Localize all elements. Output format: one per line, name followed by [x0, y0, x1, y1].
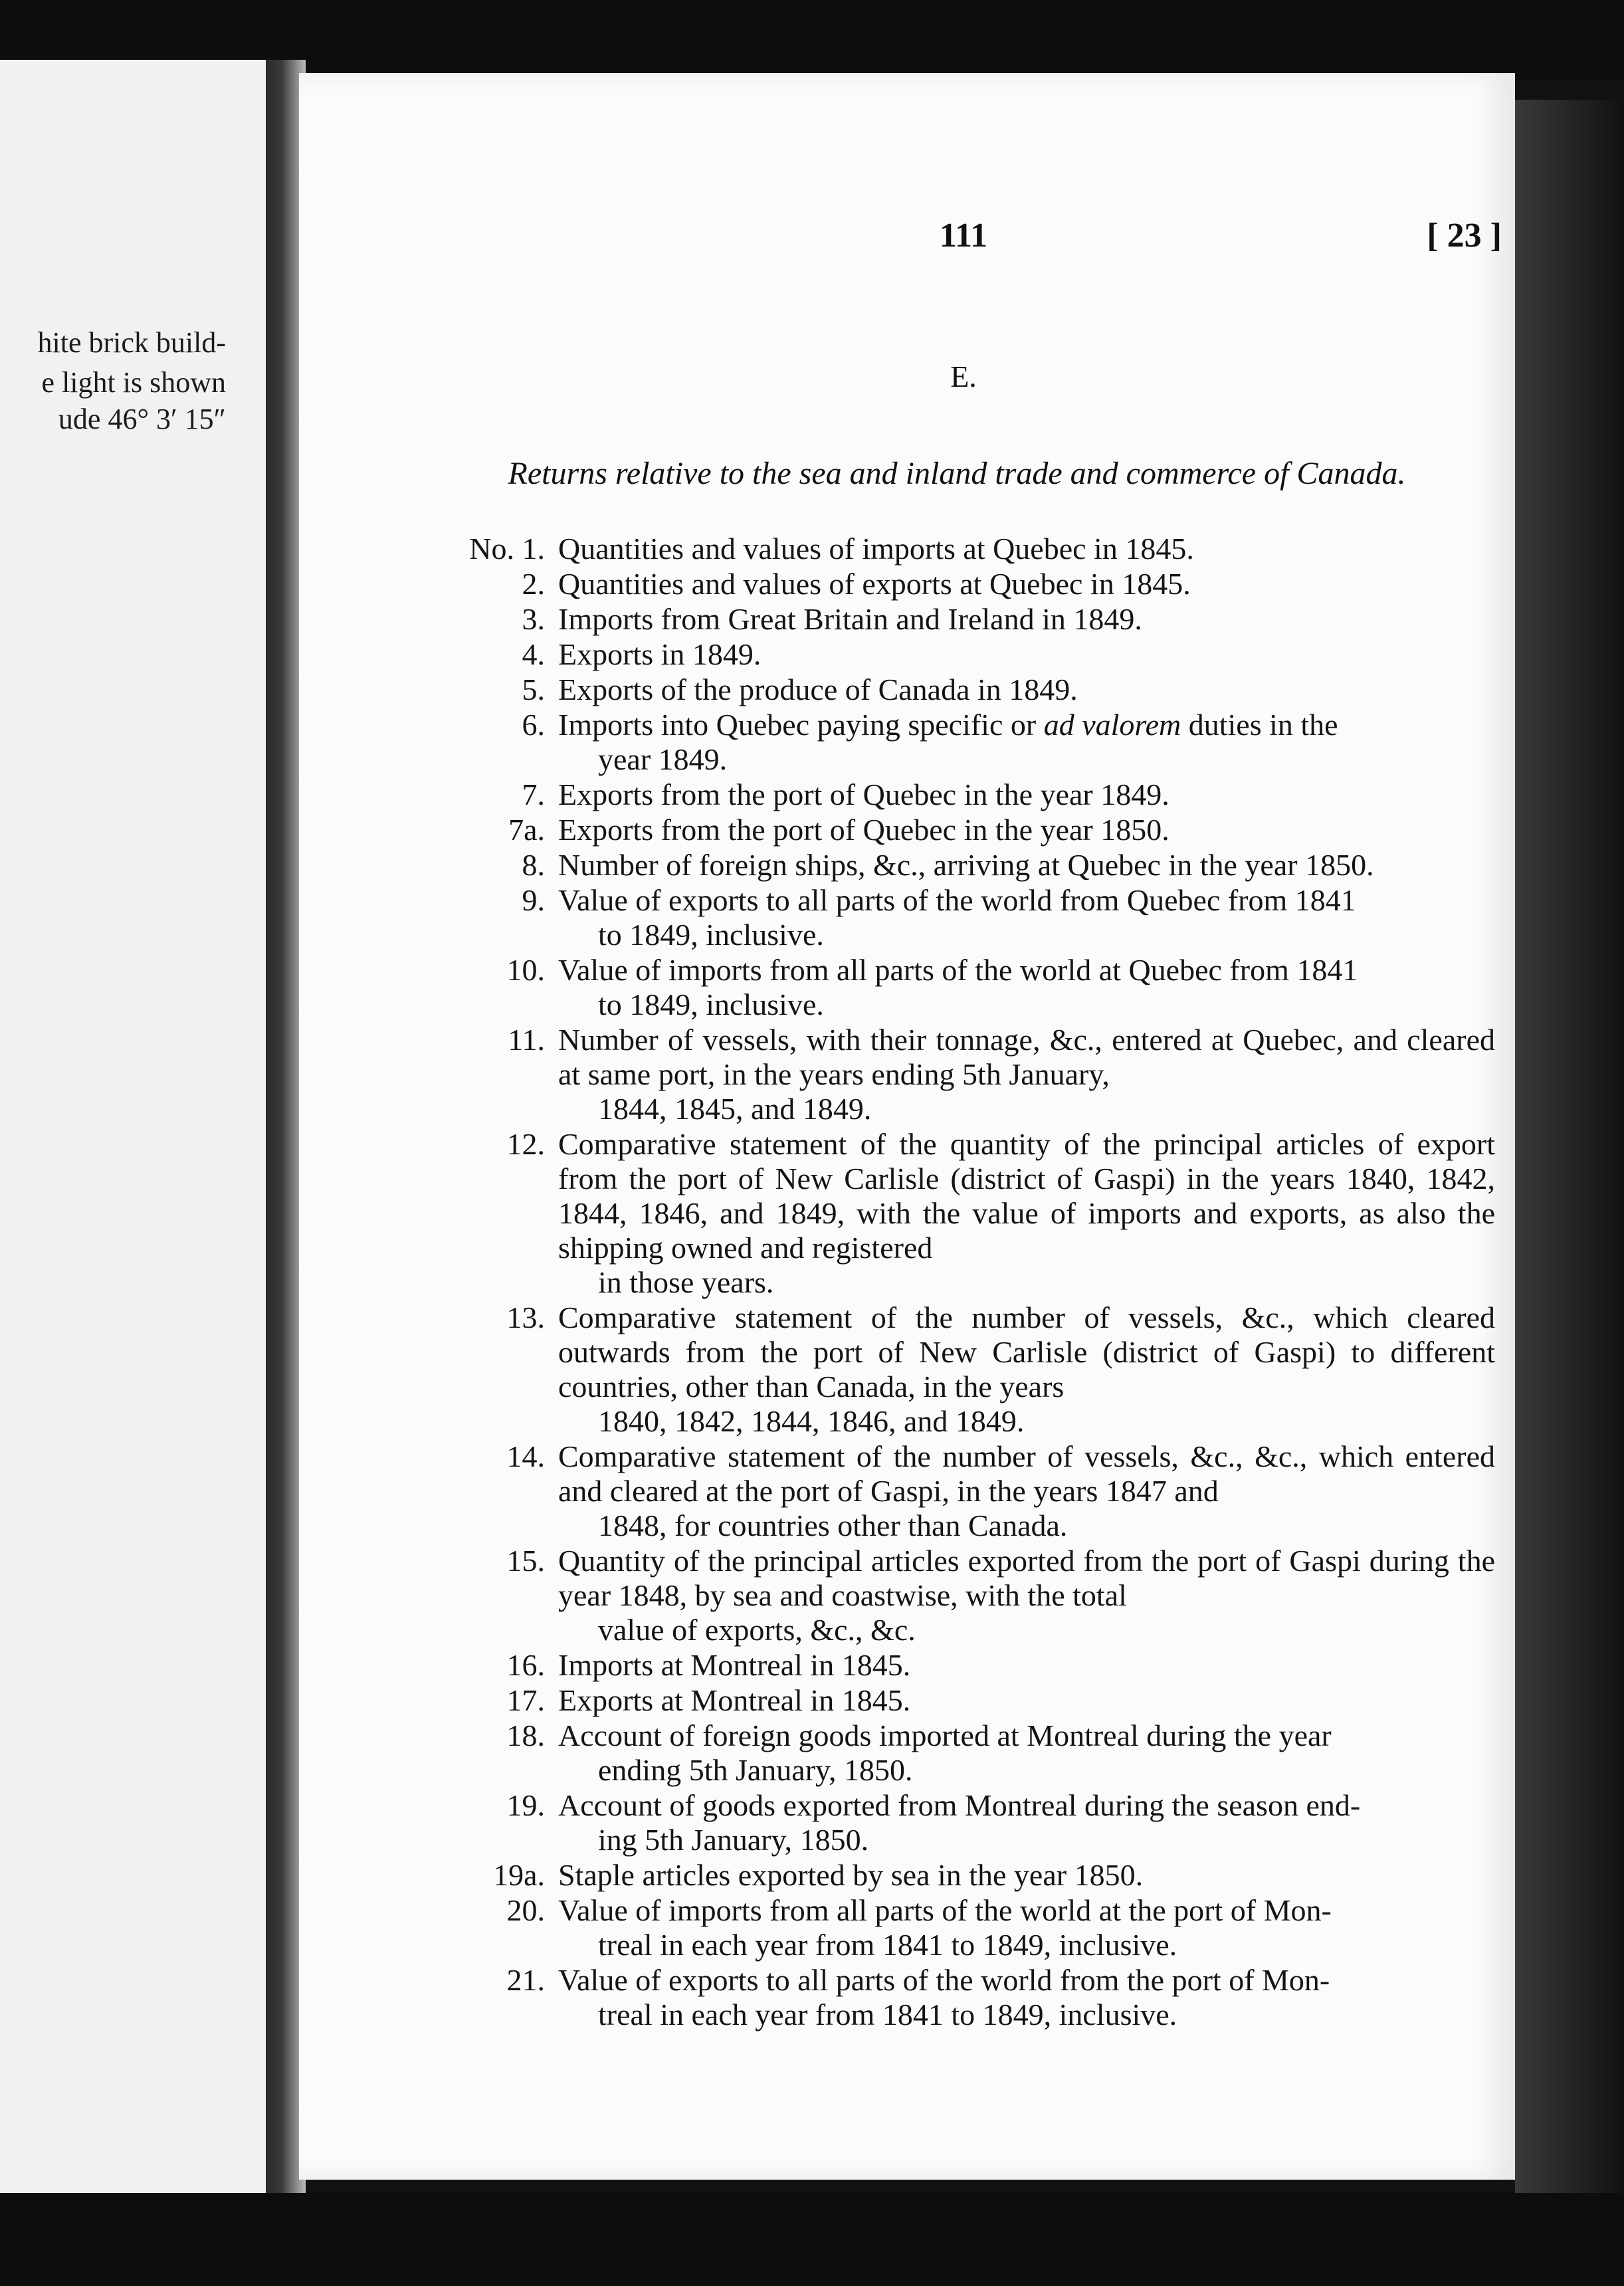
list-item — [379, 1718, 1495, 1788]
item-text-line: Account of foreign goods imported at Montreal during the year — [558, 1718, 1332, 1752]
item-text-continuation: 1848, for countries other than Canada. — [598, 1508, 1068, 1542]
list-item — [379, 778, 1495, 812]
item-text — [558, 532, 1495, 566]
previous-page-line: e light is shown — [41, 366, 226, 399]
item-number: 5. — [522, 673, 545, 706]
item-text — [558, 813, 1495, 847]
item-number: 9. — [522, 883, 545, 917]
item-text — [558, 848, 1495, 883]
item-number: 4. — [522, 637, 545, 671]
list-item — [379, 567, 1495, 601]
item-text-line: Imports from Great Britain and Ireland in 1849. — [558, 602, 1142, 636]
item-text — [558, 1648, 1495, 1683]
item-text — [558, 1439, 1495, 1543]
item-number: 16. — [506, 1648, 545, 1682]
item-text-line: Number of vessels, with their tonnage, &c., entered at Quebec, and cleared at same port, in the years ending 5th January, — [558, 1023, 1495, 1091]
item-text-continuation: treal in each year from 1841 to 1849, inclusive. — [598, 1928, 1177, 1962]
item-text-line: Staple articles exported by sea in the year 1850. — [558, 1858, 1144, 1892]
page-right-shadow — [1515, 100, 1624, 2193]
list-item — [379, 813, 1495, 847]
item-text-line: Value of imports from all parts of the world at Quebec from 1841 — [558, 953, 1358, 987]
item-text-line: Exports from the port of Quebec in the year 1850. — [558, 813, 1169, 847]
item-text — [558, 1544, 1495, 1647]
item-text — [558, 1963, 1495, 2032]
list-item — [379, 673, 1495, 707]
item-text-line: Comparative statement of the number of vessels, &c., &c., which entered and cleared at the port of Gaspi, in the years 1847 and — [558, 1439, 1495, 1508]
item-text-continuation: treal in each year from 1841 to 1849, inclusive. — [598, 1998, 1177, 2031]
item-text — [558, 1300, 1495, 1439]
section-letter: E. — [950, 360, 977, 393]
item-text-line: Number of foreign ships, &c., arriving at Quebec in the year 1850. — [558, 848, 1374, 882]
item-text — [558, 1023, 1495, 1126]
list-item — [379, 1648, 1495, 1683]
item-number: 7. — [522, 778, 545, 811]
item-text-line: Quantity of the principal articles exported from the port of Gaspi during the year 1848, by sea and coastwise, with the total — [558, 1544, 1495, 1612]
item-text-line: Quantities and values of imports at Quebec in 1845. — [558, 532, 1194, 566]
item-number: 12. — [506, 1127, 545, 1161]
item-text — [558, 1127, 1495, 1300]
item-number: 21. — [506, 1963, 545, 1997]
item-text-continuation: 1844, 1845, and 1849. — [598, 1092, 872, 1126]
item-text — [558, 953, 1495, 1022]
scan-bottom-border — [0, 2193, 1624, 2286]
page-reference: [ 23 ] — [1427, 217, 1502, 255]
item-text — [558, 1788, 1495, 1857]
item-text-line: Exports from the port of Quebec in the year 1849. — [558, 778, 1169, 811]
item-text-line: Comparative statement of the number of vessels, &c., which cleared outwards from the port of New Carlisle (district of Gaspi) to different countries, other than Canada, in the years — [558, 1300, 1495, 1403]
item-text-line: Exports in 1849. — [558, 637, 761, 671]
item-text-line: Quantities and values of exports at Quebec in 1845. — [558, 567, 1191, 601]
section-subtitle: Returns relative to the sea and inland trade and commerce of Canada. — [508, 456, 1406, 491]
item-text-line: Account of goods exported from Montreal during the season end- — [558, 1788, 1361, 1822]
list-item — [379, 1683, 1495, 1718]
list-item — [379, 1893, 1495, 1962]
item-number: 8. — [522, 848, 545, 882]
item-text-continuation: ending 5th January, 1850. — [598, 1753, 913, 1787]
list-item — [379, 848, 1495, 883]
item-number: 10. — [506, 953, 545, 987]
list-item — [379, 1127, 1495, 1300]
item-number: 17. — [506, 1683, 545, 1717]
document-page — [299, 73, 1515, 2180]
item-text-line: Exports at Montreal in 1845. — [558, 1683, 911, 1717]
item-text-continuation: to 1849, inclusive. — [598, 987, 824, 1021]
list-item — [379, 602, 1495, 637]
list-item — [379, 532, 1495, 566]
item-text-line: Imports into Quebec paying specific or ad valorem duties in the — [558, 708, 1338, 742]
item-number: 20. — [506, 1893, 545, 1927]
item-text — [558, 567, 1495, 601]
item-number: 13. — [506, 1300, 545, 1334]
item-text — [558, 637, 1495, 672]
item-number: 19a. — [493, 1858, 545, 1892]
item-text — [558, 1858, 1495, 1893]
page-number: 111 — [939, 217, 988, 255]
item-text-continuation: in those years. — [598, 1265, 774, 1299]
list-item — [379, 708, 1495, 777]
item-text — [558, 883, 1495, 952]
item-text — [558, 1893, 1495, 1962]
list-item — [379, 1963, 1495, 2032]
previous-page-line: ude 46° 3′ 15″ — [58, 403, 226, 435]
previous-page-edge — [0, 60, 266, 2193]
item-text — [558, 673, 1495, 707]
previous-page-line: hite brick build- — [37, 326, 226, 359]
item-text-continuation: to 1849, inclusive. — [598, 918, 824, 952]
item-text-continuation: ing 5th January, 1850. — [598, 1823, 869, 1857]
item-text-continuation: year 1849. — [598, 742, 728, 776]
item-text-line: Value of exports to all parts of the world from the port of Mon- — [558, 1963, 1330, 1997]
item-text-line: Value of imports from all parts of the world at the port of Mon- — [558, 1893, 1332, 1927]
item-number: 19. — [506, 1788, 545, 1822]
item-number: 2. — [522, 567, 545, 601]
item-text-continuation: 1840, 1842, 1844, 1846, and 1849. — [598, 1404, 1025, 1438]
list-item — [379, 1023, 1495, 1126]
item-number: 18. — [506, 1718, 545, 1752]
item-text — [558, 708, 1495, 777]
list-item — [379, 953, 1495, 1022]
item-number: No. 1. — [469, 532, 545, 566]
item-text — [558, 1683, 1495, 1718]
item-number: 7a. — [508, 813, 545, 847]
item-text — [558, 602, 1495, 637]
item-number: 6. — [522, 708, 545, 742]
item-text-line: Value of exports to all parts of the world from Quebec from 1841 — [558, 883, 1356, 917]
list-item — [379, 1858, 1495, 1893]
item-number: 11. — [508, 1023, 545, 1057]
item-text-line: Imports at Montreal in 1845. — [558, 1648, 911, 1682]
item-number: 15. — [506, 1544, 545, 1578]
list-item — [379, 1439, 1495, 1543]
item-number: 14. — [506, 1439, 545, 1473]
item-text-continuation: value of exports, &c., &c. — [598, 1613, 916, 1647]
item-number: 3. — [522, 602, 545, 636]
item-text — [558, 1718, 1495, 1788]
item-text-line: Comparative statement of the quantity of the principal articles of export from the port of New Carlisle (district of Gaspi) in the years 1840, 1842, 1844, 1846, and 1849, with the value of imports and exports, as also the shipping owned and registered — [558, 1127, 1495, 1265]
item-text-line: Exports of the produce of Canada in 1849. — [558, 673, 1078, 706]
list-item — [379, 637, 1495, 672]
list-item — [379, 1544, 1495, 1647]
returns-list — [379, 532, 1495, 2033]
list-item — [379, 883, 1495, 952]
list-item — [379, 1300, 1495, 1439]
item-text — [558, 778, 1495, 812]
list-item — [379, 1788, 1495, 1857]
